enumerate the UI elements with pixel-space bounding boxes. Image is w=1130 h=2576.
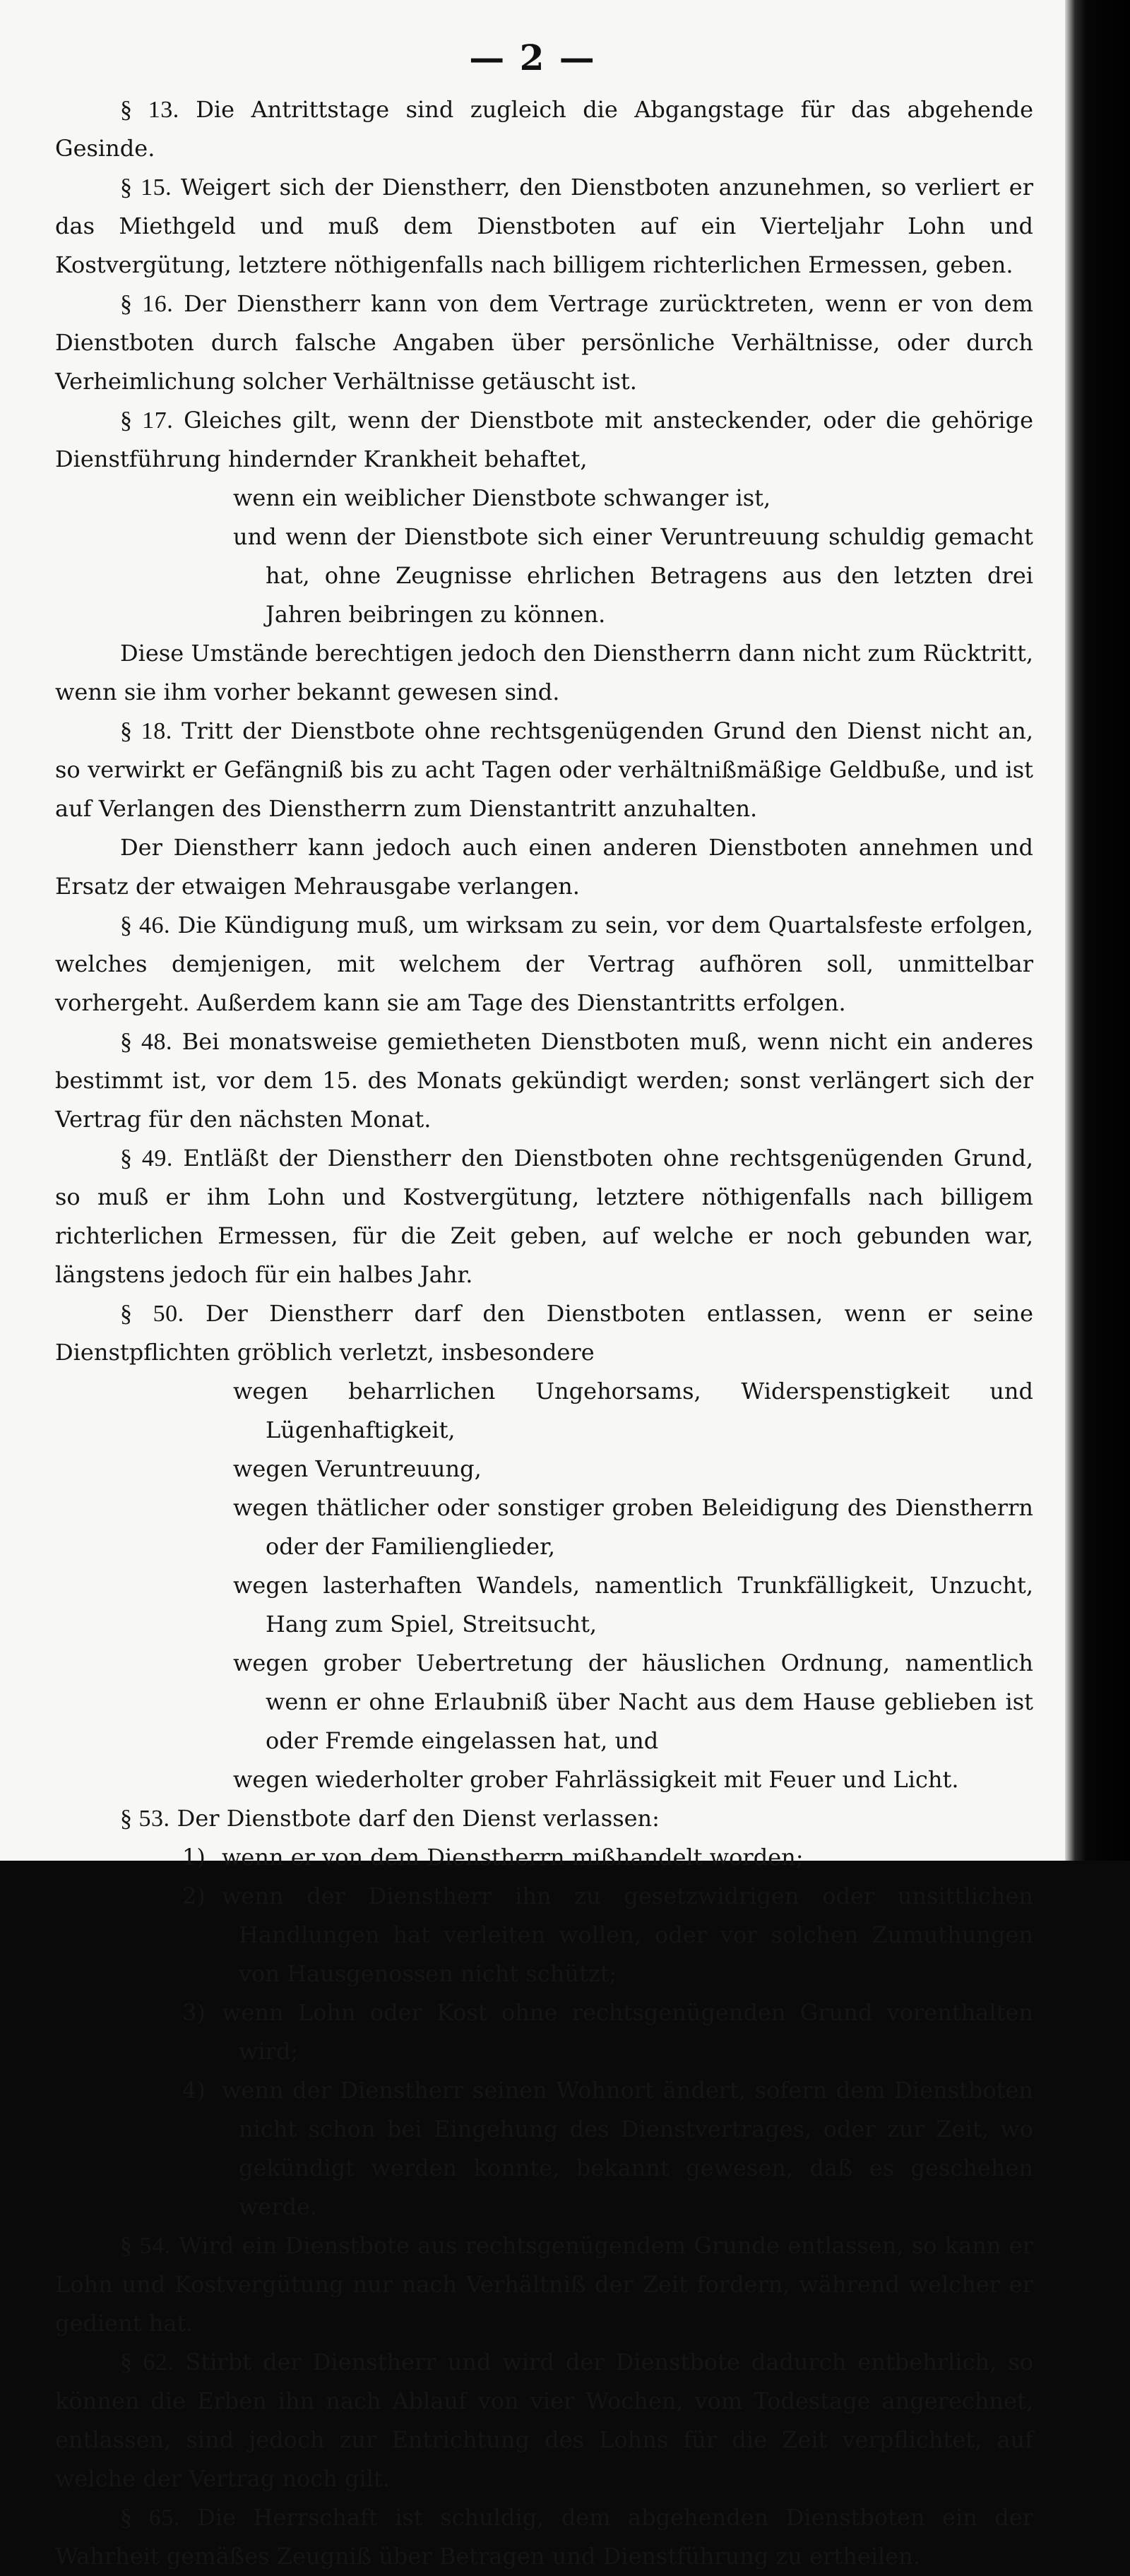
list-item: wegen grober Uebertretung der häuslichen Ordnung, namentlich wenn er ohne Erlaubniß über Nacht aus dem Hause geblieben ist oder Fremde eingelassen hat, und <box>233 1650 1033 1754</box>
paragraph-text: Bei monatsweise gemietheten Dienstboten muß, wenn nicht ein anderes bestimmt ist, vor dem 15. des Monats gekündigt werden; sonst verlängert sich der Vertrag für den nächsten Monat. <box>55 1028 1033 1133</box>
list-item: wegen thätlicher oder sonstiger groben Beleidigung des Dienstherrn oder der Familienglieder, <box>233 1494 1033 1560</box>
list-item <box>182 1993 1033 2071</box>
list-text: wenn Lohn oder Kost ohne rechtsgenügenden Grund vorenthalten wird; <box>222 1999 1033 2065</box>
paragraph-18 <box>55 712 1033 828</box>
section-mark: § 49. <box>120 1145 173 1171</box>
paragraph-16 <box>55 285 1033 401</box>
paragraph-53 <box>55 1799 1033 1838</box>
list-item: wegen wiederholter grober Fahrlässigkeit mit Feuer und Licht. <box>233 1766 959 1793</box>
paragraph-text: Die Antrittstage sind zugleich die Abgangstage für das abgehende Gesinde. <box>55 96 1034 162</box>
list-number: 3) <box>182 1999 206 2026</box>
paragraph-18-continued <box>55 828 1033 906</box>
list-number: 4) <box>182 2077 206 2104</box>
list-text: wenn er von dem Dienstherrn mißhandelt worden; <box>222 1844 804 1871</box>
paragraph-text: Entläßt der Dienstherr den Dienstboten ohne rechtsgenügenden Grund, so muß er ihm Lohn und Kostvergütung, letztere nöthigenfalls nach billigem richterlichen Ermessen, für die Zeit geben, auf welche er noch gebunden war, längstens jedoch für ein halbes Jahr. <box>55 1145 1034 1288</box>
section-mark: § 54. <box>120 2233 171 2259</box>
section-mark: § 53. <box>120 1806 170 1832</box>
list-item: wegen beharrlichen Ungehorsams, Widerspenstigkeit und Lügenhaftigkeit, <box>233 1378 1033 1443</box>
paragraph-text: Der Dienstbote darf den Dienst verlassen: <box>177 1805 660 1832</box>
list-item: wenn ein weiblicher Dienstbote schwanger ist, <box>233 484 771 511</box>
paragraph-text: Der Dienstherr darf den Dienstboten entlassen, wenn er seine Dienstpflichten gröblich verletzt, insbesondere <box>55 1300 1034 1366</box>
list-number: 2) <box>182 1883 206 1909</box>
section-mark: § 13. <box>120 97 179 123</box>
paragraph-text: Wird ein Dienstbote aus rechtsgenügendem Grunde entlassen, so kann er Lohn und Kostvergütung nur nach Verhältniß der Zeit fordern, während welcher er gedient hat. <box>55 2232 1034 2337</box>
section-mark: § 46. <box>120 912 170 938</box>
section-mark: § 17. <box>120 407 174 434</box>
paragraph-text: Gleiches gilt, wenn der Dienstbote mit ansteckender, oder die gehörige Dienstführung hindernder Krankheit behaftet, <box>55 407 1034 472</box>
p50-grounds-list <box>55 1372 1033 1799</box>
list-text: wenn der Dienstherr ihn zu gesetzwidrigen oder unsittlichen Handlungen hat verleiten wollen, oder vor solchen Zumuthungen von Hausgenossen nicht schützt; <box>222 1883 1033 1987</box>
list-item <box>182 1838 1033 1877</box>
document-body <box>55 90 1033 2576</box>
paragraph-62 <box>55 2343 1033 2498</box>
list-item <box>182 2071 1033 2226</box>
list-item: wegen lasterhaften Wandels, namentlich Trunkfälligkeit, Unzucht, Hang zum Spiel, Streitsucht, <box>233 1572 1033 1638</box>
paragraph-50 <box>55 1294 1033 1372</box>
page-number: — 2 — <box>469 37 596 78</box>
section-mark: § 62. <box>120 2349 174 2375</box>
paragraph-text: Die Herrschaft ist schuldig, dem abgehenden Dienstboten ein der Wahrheit gemäßes Zeugniß über Betragen und Dienstführung zu ertheilen. <box>55 2504 1034 2570</box>
p17-conditions-list <box>55 479 1033 634</box>
list-item: und wenn der Dienstbote sich einer Veruntreuung schuldig gemacht hat, ohne Zeugnisse ehrlichen Betragens aus den letzten drei Jahren beibringen zu können. <box>233 523 1033 628</box>
paragraph-text: Die Kündigung muß, um wirksam zu sein, vor dem Quartalsfeste erfolgen, welches demjenigen, mit welchem der Vertrag aufhören soll, unmittelbar vorhergeht. Außerdem kann sie am Tage des Dienstantritts erfolgen. <box>55 912 1033 1016</box>
paragraph-17-closing: Diese Umstände berechtigen jedoch den Dienstherrn dann nicht zum Rücktritt, wenn sie ihm vorher bekannt gewesen sind. <box>55 640 1033 705</box>
section-mark: § 16. <box>120 291 174 317</box>
scan-dark-edge <box>1065 0 1130 1861</box>
paragraph-48 <box>55 1022 1033 1139</box>
paragraph-text: Weigert sich der Dienstherr, den Dienstboten anzunehmen, so verliert er das Miethgeld und muß dem Dienstboten auf ein Vierteljahr Lohn und Kostvergütung, letztere nöthigenfalls nach billigem richterlichen Ermessen, geben. <box>55 174 1034 278</box>
paragraph-text: Tritt der Dienstbote ohne rechtsgenügenden Grund den Dienst nicht an, so verwirkt er Gefängniß bis zu acht Tagen oder verhältnißmäßige Geldbuße, und ist auf Verlangen des Dienstherrn zum Dienstantritt anzuhalten. <box>55 717 1034 822</box>
paragraph-15 <box>55 168 1033 285</box>
paragraph-46 <box>55 906 1033 1022</box>
paragraph-49 <box>55 1139 1033 1294</box>
list-item <box>182 1877 1033 1993</box>
section-mark: § 65. <box>120 2505 180 2531</box>
section-mark: § 48. <box>120 1029 173 1055</box>
list-item: wegen Veruntreuung, <box>233 1455 482 1482</box>
section-mark: § 18. <box>120 718 172 744</box>
paragraph-65 <box>55 2498 1033 2576</box>
paragraph-text: Stirbt der Dienstherr und wird der Dienstbote dadurch entbehrlich, so können die Erben ihn nach Ablauf von vier Wochen, vom Todestage angerechnet, entlassen, sind jedoch zur Entrichtung des Lohns für die Zeit verpflichtet, auf welche der Vertrag noch gilt. <box>55 2349 1034 2492</box>
section-mark: § 50. <box>120 1301 184 1327</box>
paragraph-13 <box>55 90 1033 168</box>
list-number: 1) <box>182 1844 206 1871</box>
list-text: wenn der Dienstherr seinen Wohnort ändert, sofern dem Dienstboten nicht schon bei Eingehung des Dienstvertrages, oder zur Zeit, wo gekündigt werden konnte, bekannt gewesen, daß es geschehen werde. <box>222 2077 1033 2220</box>
paragraph-54 <box>55 2226 1033 2343</box>
paragraph-17 <box>55 401 1033 479</box>
p53-numbered-list <box>55 1838 1033 2226</box>
section-mark: § 15. <box>120 174 172 201</box>
paragraph-text: Der Dienstherr kann jedoch auch einen anderen Dienstboten annehmen und Ersatz der etwaigen Mehrausgabe verlangen. <box>55 834 1033 900</box>
paragraph-text: Der Dienstherr kann von dem Vertrage zurücktreten, wenn er von dem Dienstboten durch falsche Angaben über persönliche Verhältnisse, oder durch Verheimlichung solcher Verhältnisse getäuscht ist. <box>55 290 1034 395</box>
